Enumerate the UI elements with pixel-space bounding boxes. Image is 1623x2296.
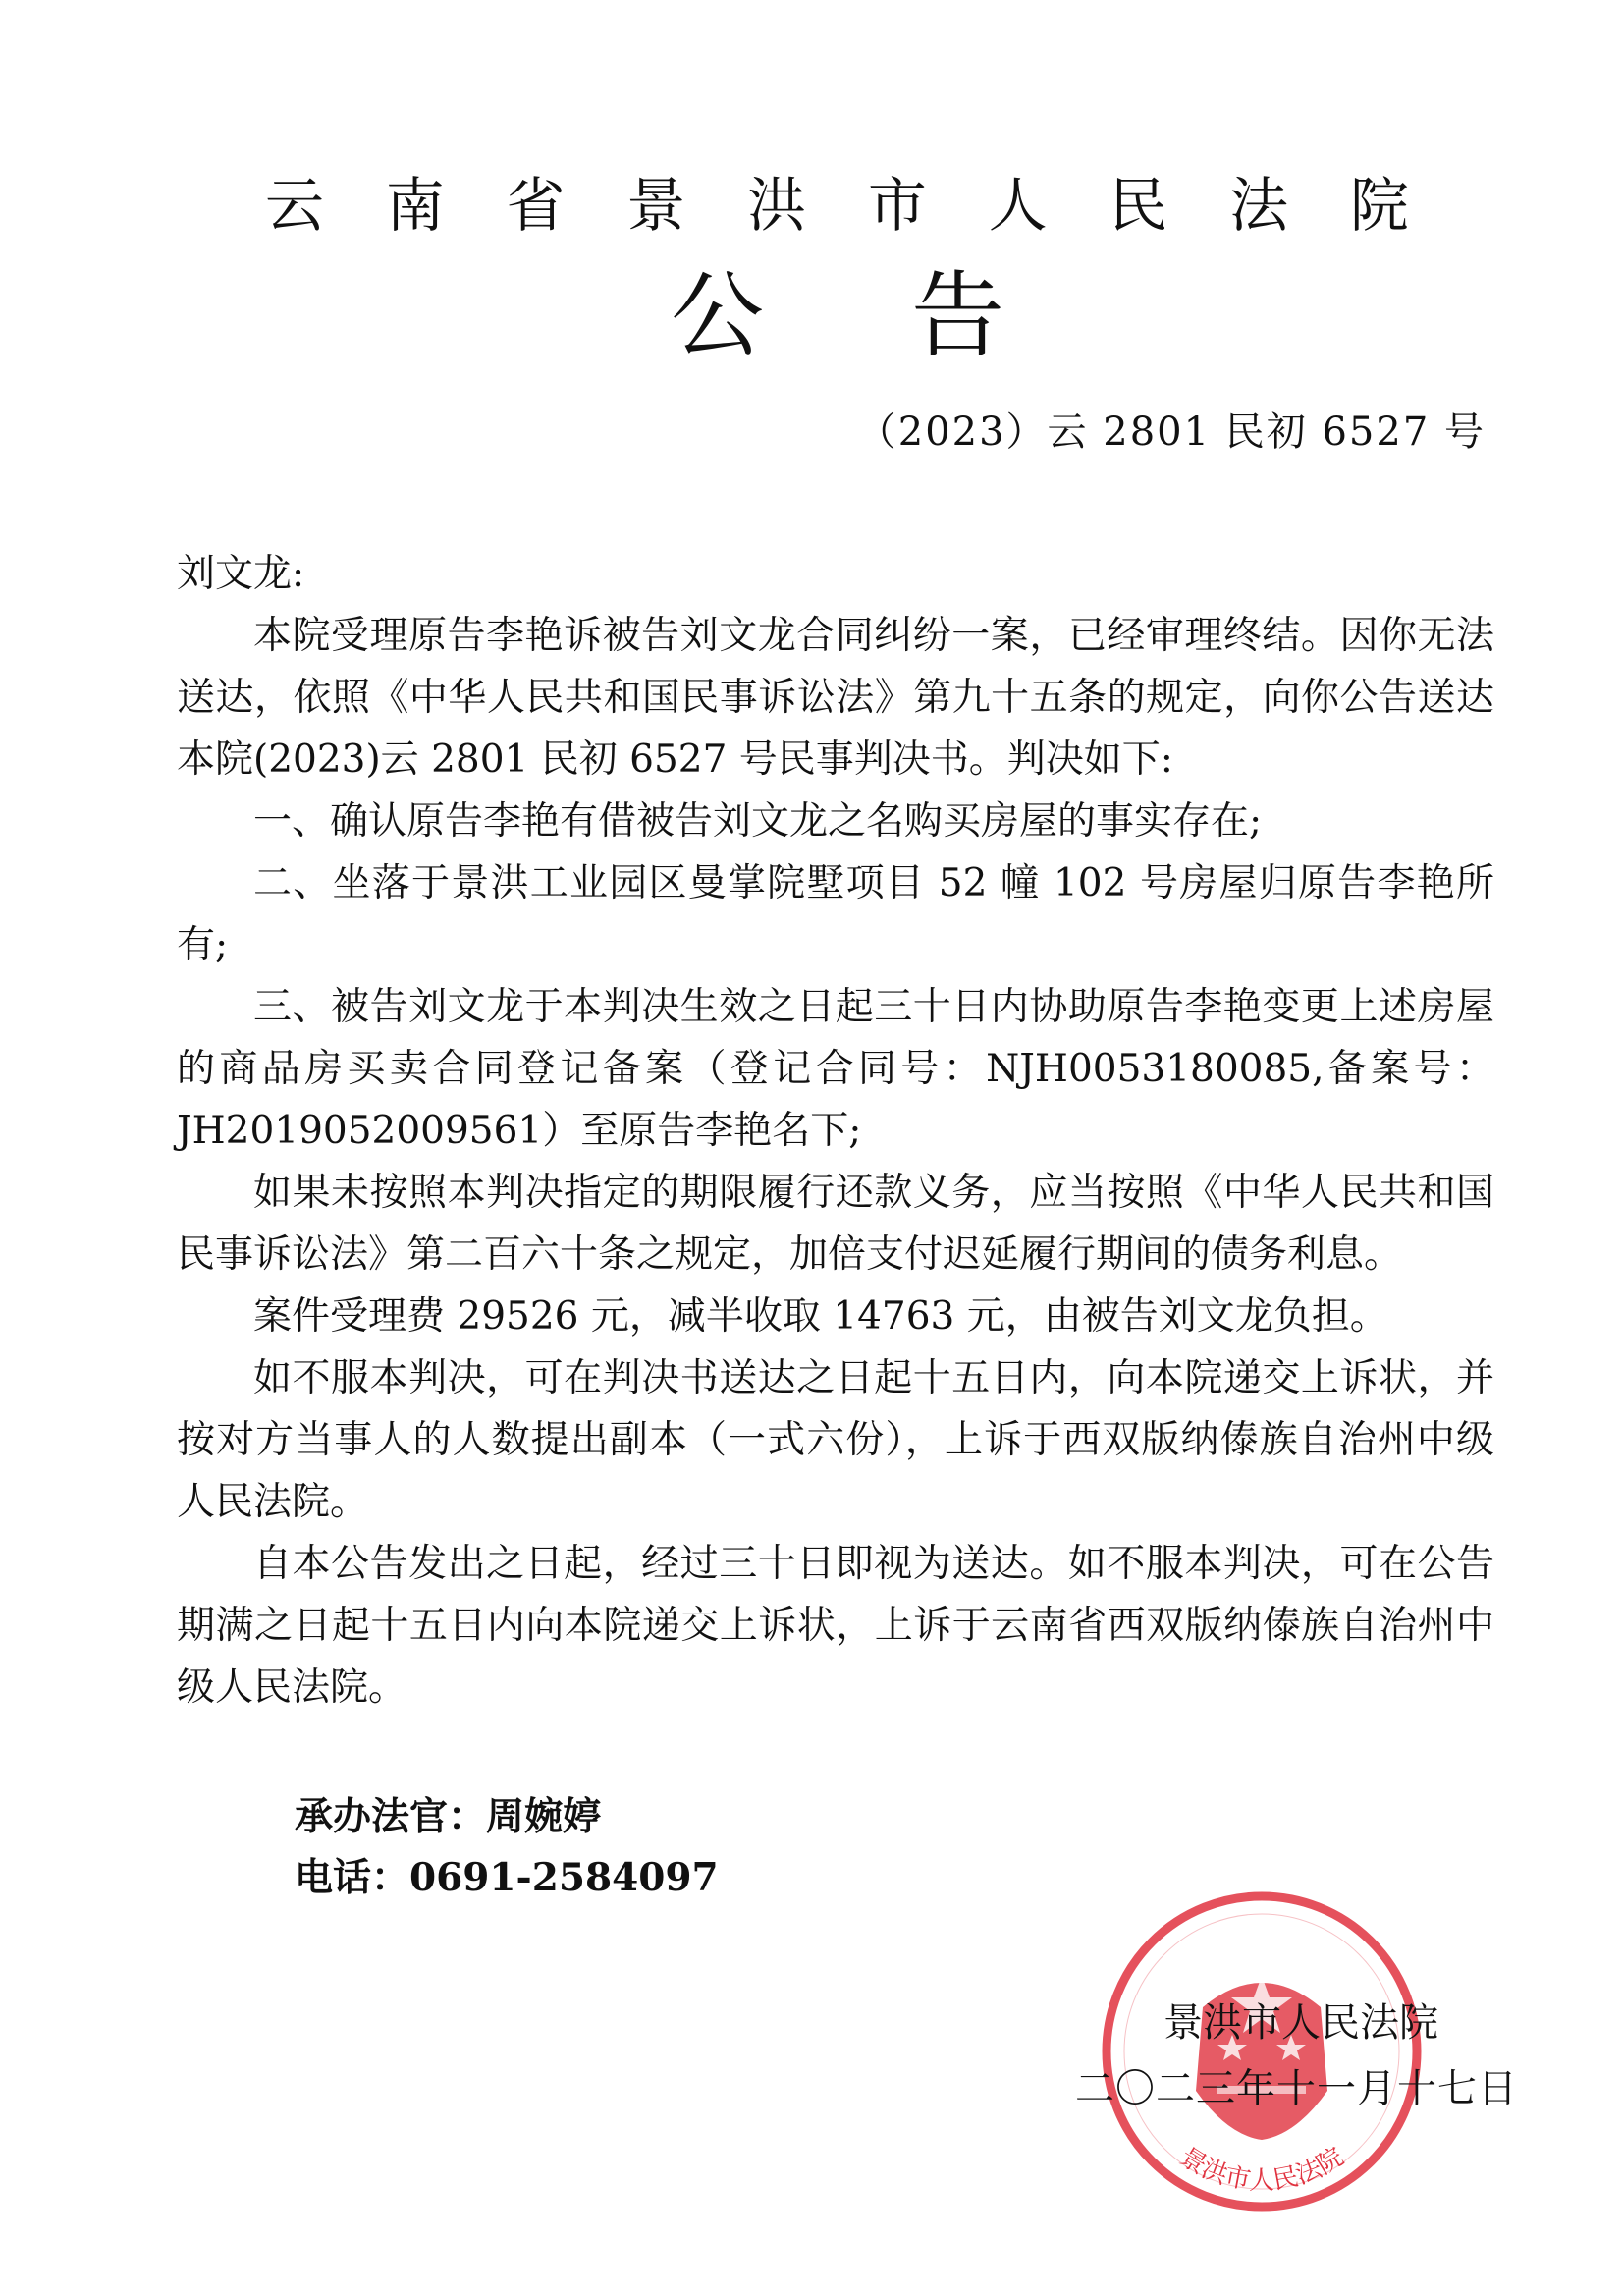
court-title-char: 云 — [265, 172, 324, 241]
judge-line: 承办法官：周婉婷 — [295, 1794, 602, 1839]
paragraph: 二、坐落于景洪工业园区曼掌院墅项目 52 幢 102 号房屋归原告李艳所有; — [177, 861, 1494, 967]
court-title-char: 法 — [1229, 172, 1289, 241]
signing-court: 景洪市人民法院 — [1163, 2000, 1438, 2046]
addressee: 刘文龙: — [177, 552, 305, 596]
court-title-char: 民 — [1109, 172, 1168, 241]
paragraph: 三、被告刘文龙于本判决生效之日起三十日内协助原告李艳变更上述房屋的商品房买卖合同登记备案（登记合同号：NJH0053180085,备案号：JH2019052009561）至原告李艳名下; — [177, 985, 1494, 1153]
paragraph: 如果未按照本判决指定的期限履行还款义务，应当按照《中华人民共和国民事诉讼法》第二百六十条之规定，加倍支付迟延履行期间的债务利息。 — [177, 1171, 1494, 1277]
court-title-char: 洪 — [747, 172, 807, 241]
phone-line: 电话：0691-2584097 — [295, 1855, 719, 1900]
court-title-char: 院 — [1349, 172, 1409, 241]
court-title-char: 市 — [867, 172, 927, 241]
court-title — [265, 172, 1409, 241]
svg-text:景洪市人民法院 — [1174, 2142, 1349, 2196]
court-seal — [1100, 1889, 1424, 2214]
paragraph: 自本公告发出之日起，经过三十日即视为送达。如不服本判决，可在公告期满之日起十五日内向本院递交上诉状，上诉于云南省西双版纳傣族自治州中级人民法院。 — [177, 1542, 1494, 1710]
notice-title — [671, 262, 1004, 370]
court-title-char: 南 — [385, 172, 445, 241]
paragraph: 案件受理费 29526 元，减半收取 14763 元，由被告刘文龙负担。 — [253, 1294, 1388, 1339]
document-body — [177, 543, 1494, 1719]
paragraph: 一、确认原告李艳有借被告刘文龙之名购买房屋的事实存在; — [253, 799, 1263, 844]
issue-date: 二〇二三年十一月十七日 — [1075, 2066, 1518, 2111]
seal-ring-text: 景洪市人民法院 — [1174, 2142, 1349, 2196]
paragraph: 本院受理原告李艳诉被告刘文龙合同纠纷一案，已经审理终结。因你无法送达，依照《中华人民共和国民事诉讼法》第九十五条的规定，向你公告送达本院(2023)云 2801 民初 6527 号民事判决书。判决如下: — [177, 614, 1494, 782]
notice-title-char: 公 — [671, 262, 765, 370]
court-title-char: 省 — [506, 172, 566, 241]
court-title-char: 人 — [988, 172, 1048, 241]
case-number: （2023）云 2801 民初 6527 号 — [856, 410, 1486, 455]
paragraph: 如不服本判决，可在判决书送达之日起十五日内，向本院递交上诉状，并按对方当事人的人数提出副本（一式六份），上诉于西双版纳傣族自治州中级人民法院。 — [177, 1356, 1494, 1524]
notice-title-char: 告 — [910, 262, 1004, 370]
court-title-char: 景 — [626, 172, 686, 241]
